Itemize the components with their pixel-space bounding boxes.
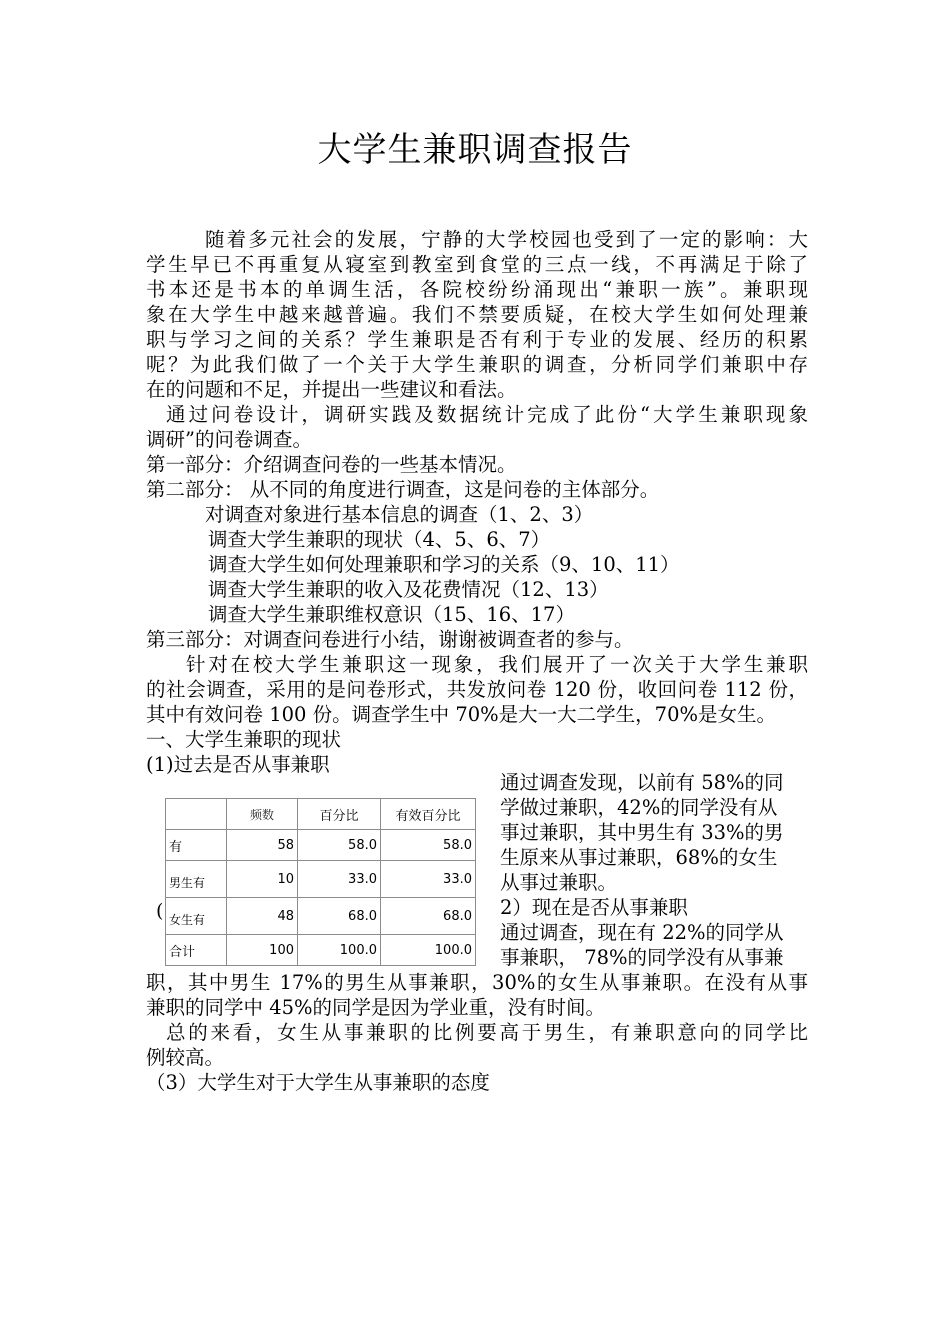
summary-line: 例较高。 <box>146 1046 225 1069</box>
table-header-cell: 百分比 <box>298 799 381 830</box>
table-cell: 100 <box>227 935 298 966</box>
paren-mark: ( <box>156 900 164 922</box>
table-cell: 有 <box>166 830 227 861</box>
intro-line: 职与学习之间的关系？学生兼职是否有利于专业的发展、经历的积累 <box>146 328 808 351</box>
side-line: 生原来从事过兼职，68%的女生 <box>500 846 778 869</box>
part1-text: 第一部分：介绍调查问卷的一些基本情况。 <box>146 453 517 476</box>
table-header-cell: 频数 <box>227 799 298 830</box>
page-title: 大学生兼职调查报告 <box>317 130 633 170</box>
table-cell: 33.0 <box>381 861 476 898</box>
part2-item: 对调查对象进行基本信息的调查（1、2、3） <box>205 503 594 526</box>
intro-line: 学生早已不再重复从寝室到教室到食堂的三点一线，不再满足于除了 <box>146 253 808 276</box>
table-cell: 33.0 <box>298 861 381 898</box>
table-row <box>166 861 476 898</box>
section-heading: 一、大学生兼职的现状 <box>146 728 342 751</box>
table-cell: 58.0 <box>298 830 381 861</box>
table-cell: 58.0 <box>381 830 476 861</box>
intro-line: 呢？为此我们做了一个关于大学生兼职的调查，分析同学们兼职中存 <box>146 353 808 376</box>
question-heading: (1)过去是否从事兼职 <box>146 753 330 776</box>
question-heading: （3）大学生对于大学生从事兼职的态度 <box>146 1071 490 1094</box>
side-line: 事兼职， 78%的同学没有从事兼 <box>500 946 784 969</box>
table-cell: 68.0 <box>298 898 381 935</box>
table-cell: 合计 <box>166 935 227 966</box>
part2-item: 调查大学生兼职的收入及花费情况（12、13） <box>208 578 609 601</box>
table-cell: 100.0 <box>298 935 381 966</box>
survey-line: 其中有效问卷 100 份。调查学生中 70%是大一大二学生，70%是女生。 <box>146 703 776 726</box>
now-line: 兼职的同学中 45%的同学是因为学业重，没有时间。 <box>146 996 606 1019</box>
part3-text: 第三部分：对调查问卷进行小结，谢谢被调查者的参与。 <box>146 628 634 651</box>
table-cell: 女生有 <box>166 898 227 935</box>
side-line: 通过调查，现在有 22%的同学从 <box>500 921 784 944</box>
table-cell: 100.0 <box>381 935 476 966</box>
part2-text: 第二部分： 从不同的角度进行调查，这是问卷的主体部分。 <box>146 478 660 501</box>
part2-item: 调查大学生兼职的现状（4、5、6、7） <box>208 528 551 551</box>
side-line: 学做过兼职，42%的同学没有从 <box>500 796 778 819</box>
part2-item: 调查大学生兼职维权意识（15、16、17） <box>208 603 575 626</box>
summary-line: 总的来看，女生从事兼职的比例要高于男生，有兼职意向的同学比 <box>166 1021 808 1044</box>
side-line: 事过兼职，其中男生有 33%的男 <box>500 821 784 844</box>
table-cell: 48 <box>227 898 298 935</box>
method-line: 通过问卷设计，调研实践及数据统计完成了此份“大学生兼职现象 <box>166 403 808 426</box>
table-header-cell <box>166 799 227 830</box>
intro-line: 在的问题和不足，并提出一些建议和看法。 <box>146 378 517 401</box>
table-row <box>166 898 476 935</box>
table-row <box>166 935 476 966</box>
intro-line: 随着多元社会的发展，宁静的大学校园也受到了一定的影响：大 <box>205 228 808 251</box>
table-cell: 58 <box>227 830 298 861</box>
table-cell: 男生有 <box>166 861 227 898</box>
now-line: 职，其中男生 17%的男生从事兼职，30%的女生从事兼职。在没有从事 <box>146 971 808 994</box>
intro-line: 书本还是书本的单调生活，各院校纷纷涌现出“兼职一族”。兼职现 <box>146 278 808 301</box>
part2-item: 调查大学生如何处理兼职和学习的关系（9、10、11） <box>208 553 680 576</box>
table-cell: 68.0 <box>381 898 476 935</box>
table-row <box>166 830 476 861</box>
side-line: 从事过兼职。 <box>500 871 618 894</box>
table-header-cell: 有效百分比 <box>381 799 476 830</box>
side-line: 通过调查发现，以前有 58%的同 <box>500 771 784 794</box>
table-cell: 10 <box>227 861 298 898</box>
method-line: 调研”的问卷调查。 <box>146 428 312 451</box>
survey-line: 针对在校大学生兼职这一现象，我们展开了一次关于大学生兼职 <box>186 653 808 676</box>
table-header-row <box>166 799 476 830</box>
frequency-table <box>165 798 476 966</box>
side-line: 2）现在是否从事兼职 <box>500 896 688 919</box>
survey-line: 的社会调查，采用的是问卷形式，共发放问卷 120 份，收回问卷 112 份， <box>146 678 808 701</box>
intro-line: 象在大学生中越来越普遍。我们不禁要质疑，在校大学生如何处理兼 <box>146 303 808 326</box>
